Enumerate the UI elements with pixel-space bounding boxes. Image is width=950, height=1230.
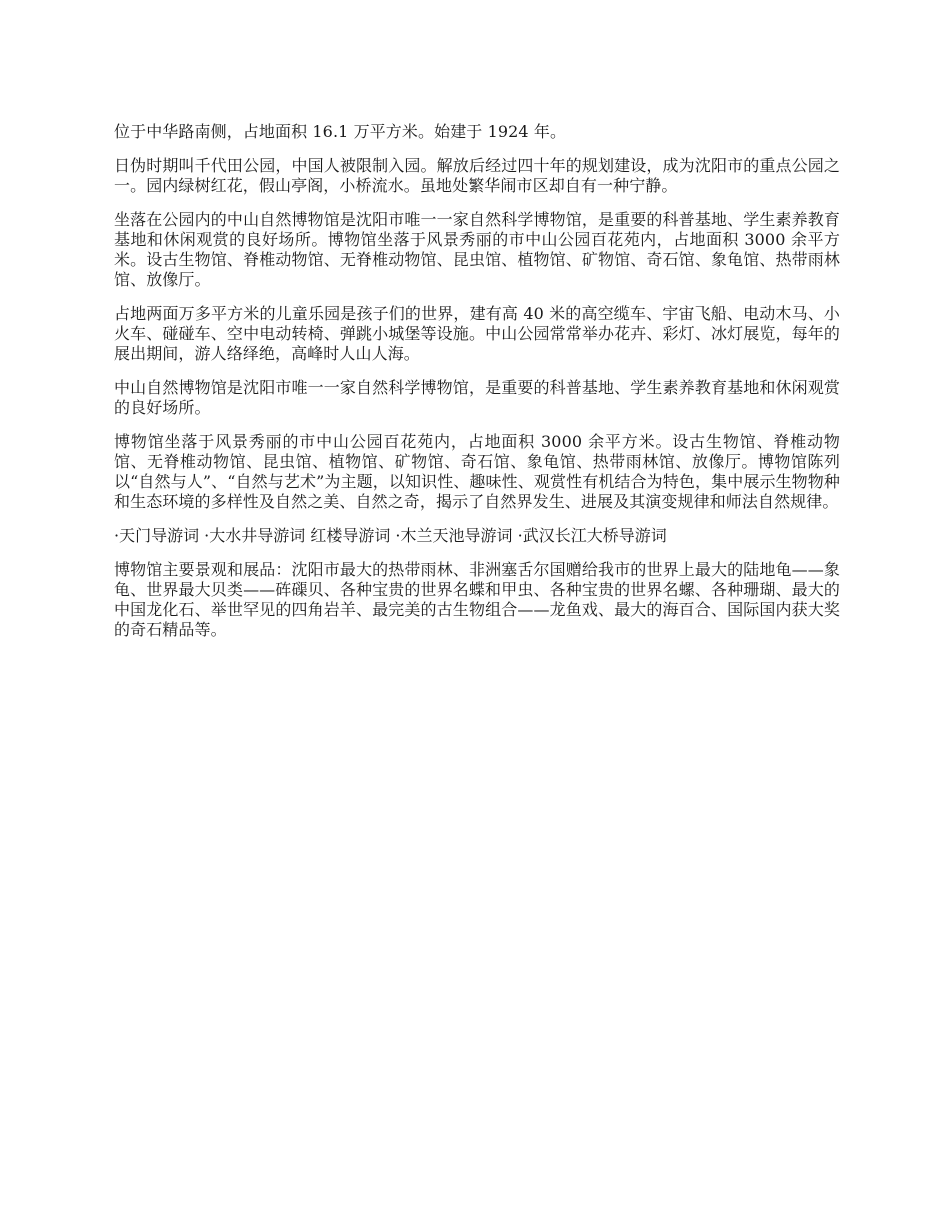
paragraph-history: 日伪时期叫千代田公园，中国人被限制入园。解放后经过四十年的规划建设，成为沈阳市的重点公园之一。园内绿树红花，假山亭阁，小桥流水。虽地处繁华闹市区却自有一种宁静。 xyxy=(114,156,840,195)
paragraph-museum-details: 博物馆坐落于风景秀丽的市中山公园百花苑内，占地面积 3000 余平方米。设古生物馆、脊椎动物馆、无脊椎动物馆、昆虫馆、植物馆、矿物馆、奇石馆、象龟馆、热带雨林馆、放像厅。博物馆陈列以“自然与人”、“自然与艺术”为主题，以知识性、趣味性、观赏性有机结合为特色，集中展示生物物种和生态环境的多样性及自然之美、自然之奇，揭示了自然界发生、进展及其演变规律和师法自然规律。 xyxy=(114,432,840,511)
paragraph-museum-intro: 坐落在公园内的中山自然博物馆是沈阳市唯一一家自然科学博物馆，是重要的科普基地、学生素养教育基地和休闲观赏的良好场所。博物馆坐落于风景秀丽的市中山公园百花苑内，占地面积 3000 余平方米。设古生物馆、脊椎动物馆、无脊椎动物馆、昆虫馆、植物馆、矿物馆、奇石馆、象龟馆、热带雨林馆、放像厅。 xyxy=(114,210,840,289)
paragraph-children-park: 占地两面万多平方米的儿童乐园是孩子们的世界，建有高 40 米的高空缆车、宇宙飞船、电动木马、小火车、碰碰车、空中电动转椅、弹跳小城堡等设施。中山公园常常举办花卉、彩灯、冰灯展览，每年的展出期间，游人络绎绝，高峰时人山人海。 xyxy=(114,304,840,363)
paragraph-exhibits: 博物馆主要景观和展品：沈阳市最大的热带雨林、非洲塞舌尔国赠给我市的世界上最大的陆地龟——象龟、世界最大贝类——砗磲贝、各种宝贵的世界名蝶和甲虫、各种宝贵的世界名螺、各种珊瑚、最大的中国龙化石、举世罕见的四角岩羊、最完美的古生物组合——龙鱼戏、最大的海百合、国际国内获大奖的奇石精品等。 xyxy=(114,560,840,639)
related-links[interactable]: ·天门导游词 ·大水井导游词 红楼导游词 ·木兰天池导游词 ·武汉长江大桥导游词 xyxy=(114,526,667,545)
document-page xyxy=(114,122,840,654)
paragraph-museum-summary: 中山自然博物馆是沈阳市唯一一家自然科学博物馆，是重要的科普基地、学生素养教育基地和休闲观赏的良好场所。 xyxy=(114,378,840,417)
paragraph-location: 位于中华路南侧，占地面积 16.1 万平方米。始建于 1924 年。 xyxy=(114,122,567,141)
